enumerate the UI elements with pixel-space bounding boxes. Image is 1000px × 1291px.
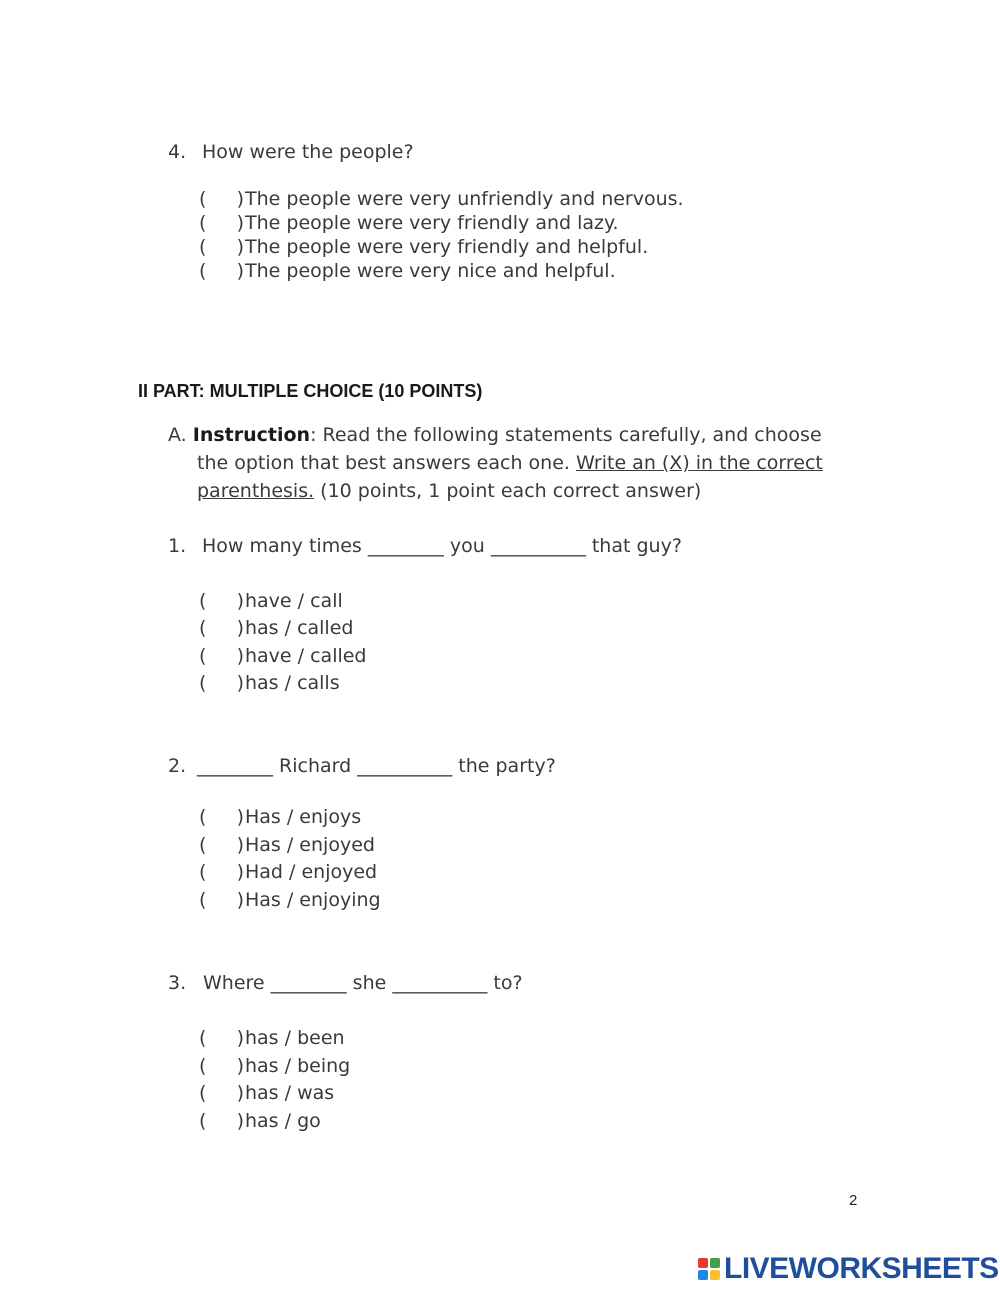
option-2-2[interactable] [199,834,375,856]
option-3-4[interactable] [199,1110,321,1132]
instruction-line-2: the option that best answers each one. Write an (X) in the correct [197,452,823,474]
option-text: Has / enjoyed [245,834,375,856]
checkbox-paren[interactable]: ( ) [199,806,245,828]
checkbox-paren[interactable]: ( ) [199,672,245,694]
option-text: Has / enjoying [245,889,381,911]
option-4-3[interactable] [199,236,648,258]
checkbox-paren[interactable]: ( ) [199,1082,245,1104]
checkbox-paren[interactable]: ( ) [199,236,245,258]
question-number: 4. [168,141,187,163]
checkbox-paren[interactable]: ( ) [199,1055,245,1077]
liveworksheets-logo [698,1252,999,1286]
checkbox-paren[interactable]: ( ) [199,260,245,282]
option-text: The people were very unfriendly and nervous. [245,188,684,210]
question-2 [168,755,556,777]
brand-name: LIVEWORKSHEETS [724,1252,999,1285]
question-text: How many times ________ you __________ that guy? [202,535,682,557]
option-text: have / call [245,590,343,612]
instruction-line-3: parenthesis. (10 points, 1 point each correct answer) [197,480,702,502]
option-4-1[interactable] [199,188,684,210]
question-text: ________ Richard __________ the party? [197,755,556,777]
option-text: has / was [245,1082,335,1104]
instruction-label: Instruction [192,424,311,446]
option-1-2[interactable] [199,617,353,639]
instruction-line-1: A. Instruction: Read the following statements carefully, and choose [168,424,822,446]
option-3-1[interactable] [199,1027,345,1049]
option-1-1[interactable] [199,590,343,612]
checkbox-paren[interactable]: ( ) [199,645,245,667]
option-1-3[interactable] [199,645,367,667]
option-text: Has / enjoys [245,806,362,828]
checkbox-paren[interactable]: ( ) [199,1110,245,1132]
question-4 [168,141,414,163]
option-3-2[interactable] [199,1055,350,1077]
option-text: The people were very nice and helpful. [245,260,616,282]
question-1 [168,535,682,557]
question-text: Where ________ she __________ to? [203,972,523,994]
checkbox-paren[interactable]: ( ) [199,889,245,911]
checkbox-paren[interactable]: ( ) [199,861,245,883]
checkbox-paren[interactable]: ( ) [199,834,245,856]
option-text: The people were very friendly and lazy. [245,212,619,234]
option-4-2[interactable] [199,212,619,234]
question-number: 3. [168,972,187,994]
checkbox-paren[interactable]: ( ) [199,617,245,639]
logo-blocks-icon [698,1258,720,1280]
option-text: has / called [245,617,354,639]
option-3-3[interactable] [199,1082,334,1104]
option-text: has / calls [245,672,340,694]
option-1-4[interactable] [199,672,340,694]
question-number: 2. [168,755,187,777]
checkbox-paren[interactable]: ( ) [199,590,245,612]
option-2-4[interactable] [199,889,381,911]
option-2-1[interactable] [199,806,361,828]
checkbox-paren[interactable]: ( ) [199,188,245,210]
option-4-4[interactable] [199,260,616,282]
option-text: have / called [245,645,367,667]
checkbox-paren[interactable]: ( ) [199,212,245,234]
page-number: 2 [849,1192,858,1209]
section-heading: II PART: MULTIPLE CHOICE (10 POINTS) [138,381,483,401]
option-text: has / been [245,1027,345,1049]
question-number: 1. [168,535,187,557]
option-text: has / being [245,1055,351,1077]
question-text: How were the people? [202,141,414,163]
option-2-3[interactable] [199,861,377,883]
option-text: has / go [245,1110,321,1132]
question-3 [168,972,523,994]
option-text: Had / enjoyed [245,861,378,883]
option-text: The people were very friendly and helpful. [245,236,649,258]
checkbox-paren[interactable]: ( ) [199,1027,245,1049]
